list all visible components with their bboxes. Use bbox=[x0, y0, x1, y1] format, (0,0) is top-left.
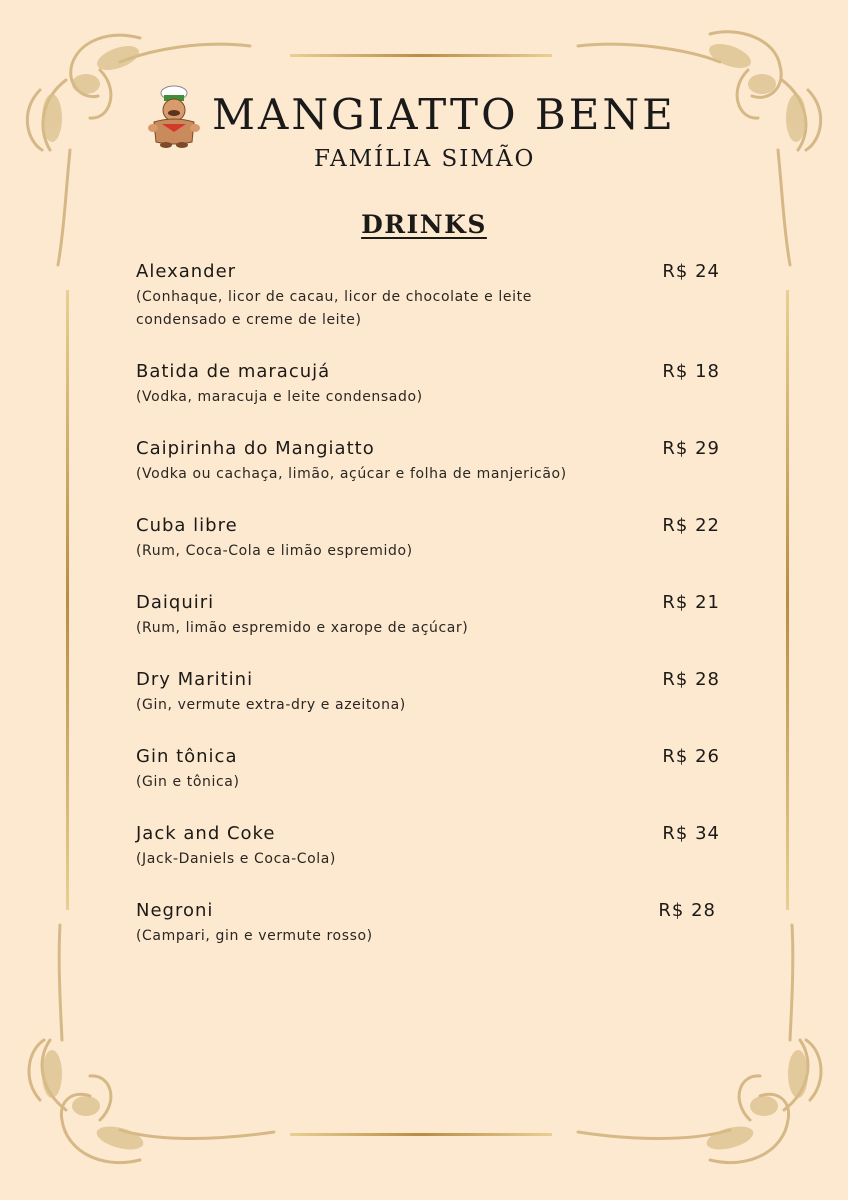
item-price: R$ 18 bbox=[662, 361, 720, 382]
item-name: Alexander bbox=[136, 261, 237, 282]
item-name: Cuba libre bbox=[136, 515, 238, 536]
item-name: Gin tônica bbox=[136, 746, 238, 767]
item-name: Caipirinha do Mangiatto bbox=[136, 438, 375, 459]
menu-item bbox=[136, 899, 720, 948]
menu-item bbox=[136, 822, 720, 871]
item-name: Dry Maritini bbox=[136, 669, 254, 690]
item-name: Batida de maracujá bbox=[136, 361, 331, 382]
chef-mascot-icon bbox=[144, 84, 204, 148]
menu-item bbox=[136, 260, 720, 332]
restaurant-name: MANGIATTO BENE bbox=[212, 90, 676, 139]
section-title: DRINKS bbox=[361, 210, 487, 239]
menu-item bbox=[136, 668, 720, 717]
menu-item bbox=[136, 437, 720, 486]
menu-item bbox=[136, 360, 720, 409]
item-description: (Jack-Daniels e Coca-Cola) bbox=[136, 851, 336, 867]
item-description: (Gin e tônica) bbox=[136, 774, 240, 790]
corner-ornament-bottom-right bbox=[578, 925, 821, 1163]
item-price: R$ 26 bbox=[662, 746, 720, 767]
item-description: (Vodka, maracuja e leite condensado) bbox=[136, 389, 423, 405]
item-name: Daiquiri bbox=[136, 592, 215, 613]
item-price: R$ 28 bbox=[658, 900, 716, 921]
item-description: (Conhaque, licor de cacau, licor de chocolate e leite condensado e creme de leite) bbox=[136, 289, 532, 328]
item-price: R$ 34 bbox=[662, 823, 720, 844]
menu-item bbox=[136, 591, 720, 640]
item-description: (Rum, Coca-Cola e limão espremido) bbox=[136, 543, 413, 559]
restaurant-subtitle: FAMÍLIA SIMÃO bbox=[314, 146, 536, 172]
item-price: R$ 21 bbox=[662, 592, 720, 613]
item-price: R$ 24 bbox=[662, 261, 720, 282]
item-price: R$ 29 bbox=[662, 438, 720, 459]
menu-item bbox=[136, 514, 720, 563]
item-description: (Gin, vermute extra-dry e azeitona) bbox=[136, 697, 406, 713]
item-description: (Rum, limão espremido e xarope de açúcar) bbox=[136, 620, 469, 636]
item-description: (Campari, gin e vermute rosso) bbox=[136, 928, 373, 944]
item-price: R$ 28 bbox=[662, 669, 720, 690]
item-price: R$ 22 bbox=[662, 515, 720, 536]
item-description: (Vodka ou cachaça, limão, açúcar e folha de manjericão) bbox=[136, 466, 567, 482]
item-name: Jack and Coke bbox=[136, 823, 276, 844]
menu-item bbox=[136, 745, 720, 794]
corner-ornament-bottom-left bbox=[29, 925, 274, 1163]
item-name: Negroni bbox=[136, 900, 214, 921]
